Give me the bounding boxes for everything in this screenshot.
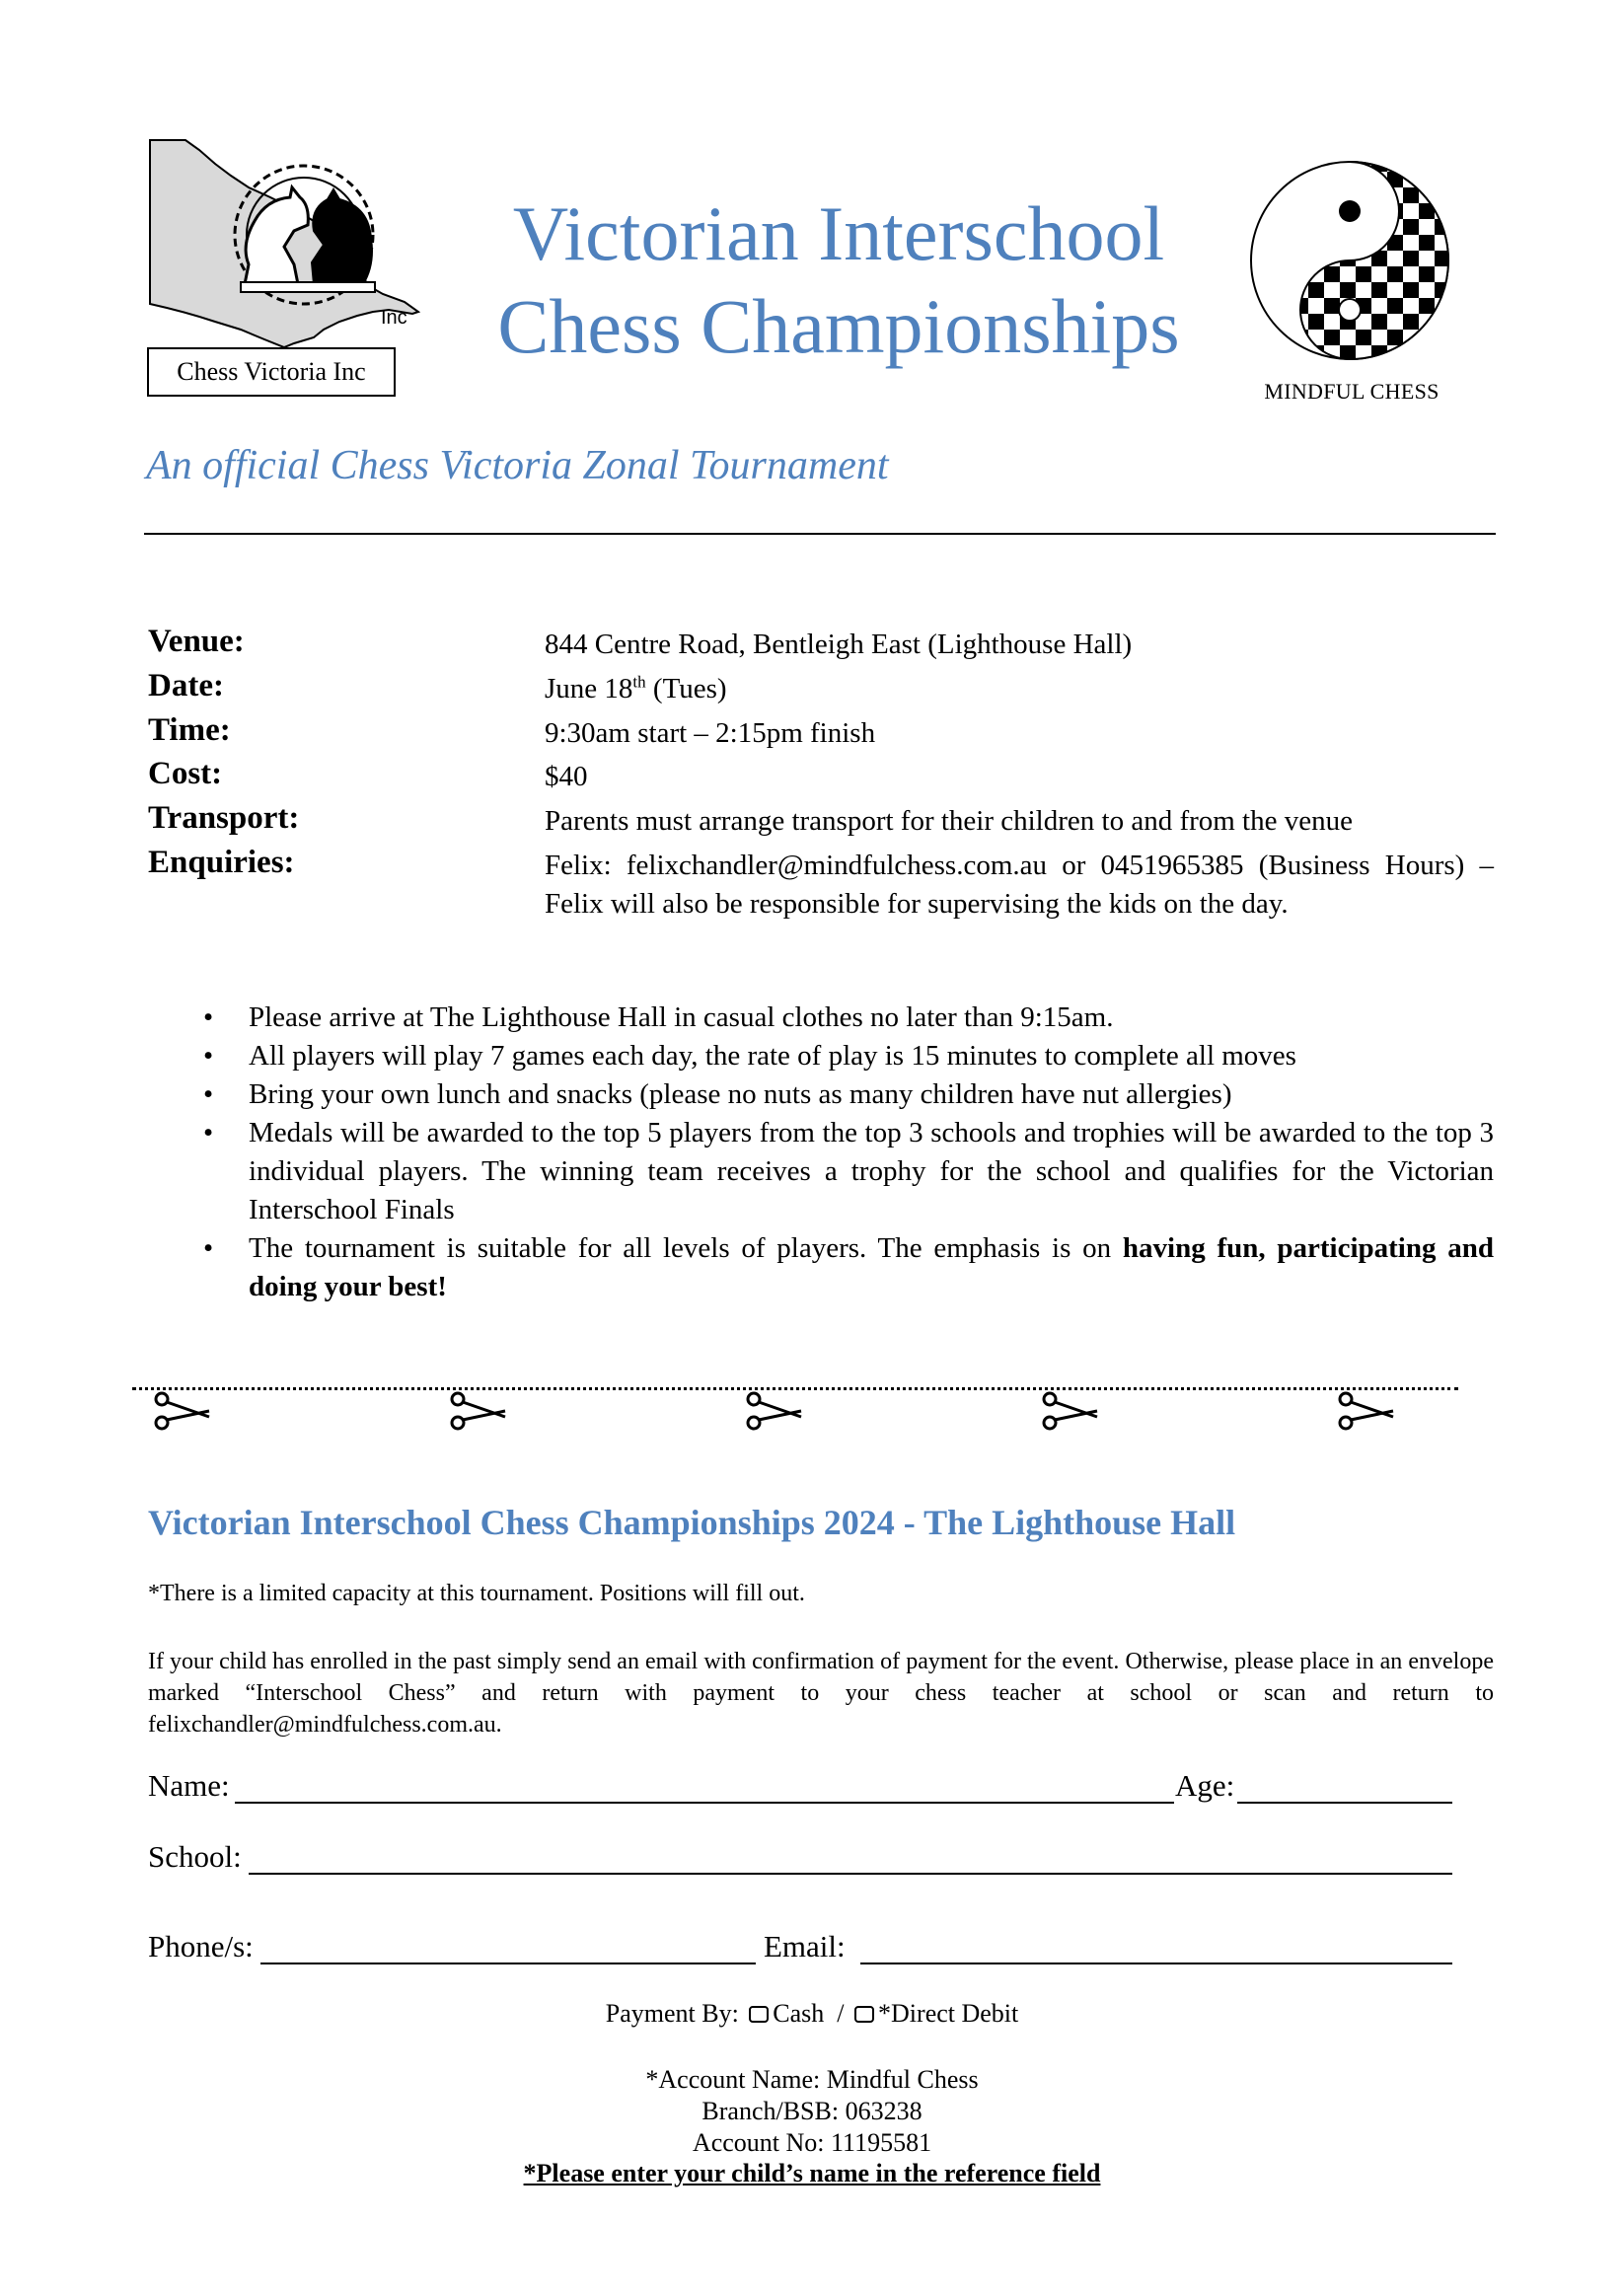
subtitle: An official Chess Victoria Zonal Tournament — [146, 443, 889, 488]
transport-label: Transport: — [148, 800, 300, 836]
list-item: • All players will play 7 games each day, the rate of play is 15 minutes to complete all moves — [203, 1040, 1296, 1072]
mindful-chess-logo — [1245, 156, 1454, 365]
payment-separator: / — [837, 1999, 845, 2028]
age-label: Age: — [1175, 1768, 1235, 1803]
branch-bsb: Branch/BSB: 063238 — [701, 2097, 923, 2125]
cost-label: Cost: — [148, 756, 223, 791]
date-label: Date: — [148, 668, 224, 704]
list-item: • Please arrive at The Lighthouse Hall in casual clothes no later than 9:15am. — [203, 1001, 1114, 1033]
list-item: • The tournament is suitable for all levels of players. The emphasis is on having fun, participating and doing your best! — [203, 1232, 1494, 1302]
age-field[interactable] — [1237, 1802, 1452, 1804]
list-item: • Bring your own lunch and snacks (please no nuts as many children have nut allergies) — [203, 1078, 1232, 1110]
direct-debit-checkbox[interactable] — [854, 2006, 874, 2023]
page-title — [424, 187, 1253, 373]
title-line-1: Victorian Interschool — [512, 190, 1165, 276]
date-value: June 18th (Tues) — [545, 672, 727, 704]
reference-note: *Please enter your child’s name in the reference field — [523, 2159, 1101, 2187]
logo-inc-text: Inc — [381, 307, 407, 329]
school-field[interactable] — [249, 1873, 1452, 1875]
account-details — [0, 2064, 1624, 2159]
mindful-chess-caption: MINDFUL CHESS — [1264, 379, 1439, 404]
phone-label: Phone/s: — [148, 1929, 254, 1963]
scissors-icon — [1334, 1391, 1395, 1431]
logo-caption: Chess Victoria Inc — [147, 347, 396, 397]
name-field[interactable] — [235, 1802, 1174, 1804]
scissors-icon — [1038, 1391, 1099, 1431]
account-number: Account No: 11195581 — [692, 2128, 932, 2157]
title-line-2: Chess Championships — [497, 283, 1180, 369]
scissors-icon — [150, 1391, 211, 1431]
venue-label: Venue: — [148, 624, 245, 659]
scissors-icon — [742, 1391, 803, 1431]
email-label: Email: — [764, 1929, 846, 1963]
payment-options — [0, 1999, 1624, 2029]
list-item: • Medals will be awarded to the top 5 players from the top 3 schools and trophies will be awarded to the top 3 individual players. The winning team receives a trophy for the school and qualifies for the Victorian Interschool Finals — [203, 1117, 1494, 1225]
cut-line — [132, 1387, 1458, 1390]
venue-value: 844 Centre Road, Bentleigh East (Lighthouse Hall) — [545, 629, 1133, 660]
time-value: 9:30am start – 2:15pm finish — [545, 717, 876, 749]
form-title: Victorian Interschool Chess Championships 2024 - The Lighthouse Hall — [148, 1503, 1236, 1542]
info-list — [197, 999, 1494, 1306]
transport-value: Parents must arrange transport for their children to and from the venue — [545, 805, 1353, 837]
cost-value: $40 — [545, 761, 588, 792]
enquiries-value: Felix: felixchandler@mindfulchess.com.au or 0451965385 (Business Hours) – Felix will also be responsible for supervising the kids on the day. — [545, 850, 1494, 920]
enquiries-label: Enquiries: — [148, 845, 295, 880]
instructions: If your child has enrolled in the past simply send an email with confirmation of payment for the event. Otherwise, please place in an envelope marked “Interschool Chess” and return with payment to your chess teacher at school or scan and return to felixchandler@mindfulchess.com.au. — [148, 1649, 1494, 1738]
name-label: Name: — [148, 1768, 230, 1803]
school-label: School: — [148, 1839, 242, 1874]
payment-label: Payment By: — [605, 1999, 739, 2028]
phone-field[interactable] — [260, 1963, 756, 1964]
email-field[interactable] — [860, 1963, 1452, 1964]
capacity-note: *There is a limited capacity at this tournament. Positions will fill out. — [148, 1581, 805, 1606]
direct-debit-label: *Direct Debit — [878, 1999, 1019, 2028]
time-label: Time: — [148, 712, 231, 748]
scissors-icon — [446, 1391, 507, 1431]
account-name: *Account Name: Mindful Chess — [645, 2065, 979, 2094]
cash-checkbox[interactable] — [749, 2006, 769, 2023]
divider — [144, 533, 1496, 535]
cash-label: Cash — [773, 1999, 825, 2028]
